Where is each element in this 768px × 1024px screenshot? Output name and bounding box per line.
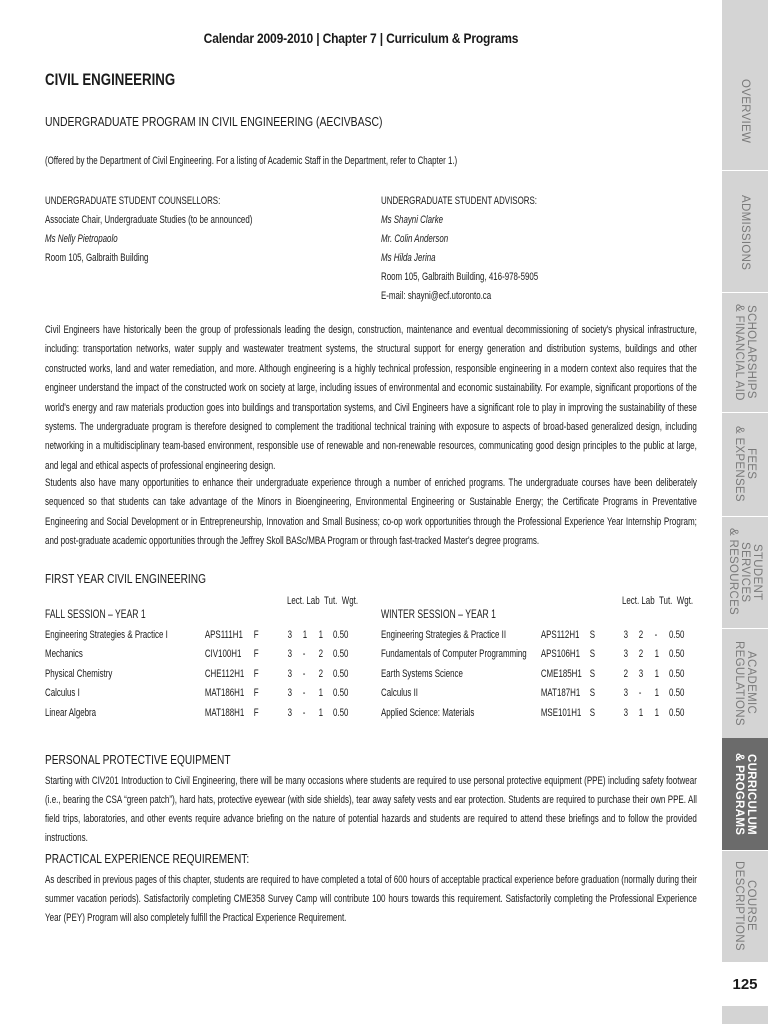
course-name: Mechanics: [45, 648, 83, 661]
course-wgt: 0.50: [333, 706, 349, 719]
col-header-lab: Lab: [641, 595, 655, 607]
course-lect: 3: [623, 648, 629, 661]
course-term: F: [253, 667, 259, 680]
counsellor-line: Room 105, Galbraith Building: [45, 252, 149, 264]
tab-label: CURRICULUM & PROGRAMS: [733, 752, 757, 836]
course-term: S: [589, 687, 596, 700]
course-lect: 3: [287, 629, 293, 641]
course-lect: 3: [287, 706, 293, 719]
tab-label: ACADEMIC REGULATIONS: [733, 640, 757, 726]
col-header-tut: Tut.: [324, 595, 338, 607]
course-lab: -: [302, 687, 306, 700]
tab-label: OVERVIEW: [739, 78, 751, 144]
advisors-heading: UNDERGRADUATE STUDENT ADVISORS:: [381, 195, 537, 207]
course-tut: 2: [318, 667, 324, 680]
tab-student-services-resources[interactable]: [722, 516, 768, 629]
fall-course-table: [45, 629, 376, 729]
tab-label: SCHOLARSHIPS & FINANCIAL AID: [733, 303, 757, 401]
course-lab: -: [302, 667, 306, 680]
enrichment-paragraph: Students also have many opportunities to enhance their undergraduate experience through a number of enriched programs. The undergraduate courses have been deliberately sequenced so that students can take advantage of the Minors in Bioengineering, Environmental Engineering or Sustainable Energy; the Certificate Programs in Preventative Engineering and Social Development or in Entrepreneurship, Innovation and Small Business; co-op work opportunities through the Professional Experience Year Internship Program; and post-graduate academic opportunities through the Jeffrey Skoll BASc/MBA Program or through fast-tracked Master's degree programs.: [45, 477, 697, 548]
ppe-heading: PERSONAL PROTECTIVE EQUIPMENT: [45, 752, 231, 767]
course-code: MAT187H1: [540, 687, 581, 700]
practical-paragraph: As described in previous pages of this chapter, students are required to have completed a total of 600 hours of acceptable practical experience before graduation (normally during their summer vacation periods). Satisfactorily completing CME358 Survey Camp will contribute 100 hours towards this requirement. Satisfactorily completing the Professional Experience Year (PEY) Program will also completely fulfill the Practical Experience Requirement.: [45, 874, 697, 924]
advisor-line: Mr. Colin Anderson: [381, 233, 449, 245]
course-tut: 1: [654, 706, 660, 719]
course-lect: 2: [623, 667, 629, 680]
tab-label: COURSE DESCRIPTIONS: [733, 861, 757, 951]
counsellor-line: Associate Chair, Undergraduate Studies (to be announced): [45, 214, 253, 226]
tab-label: FEES & EXPENSES: [733, 426, 757, 502]
course-code: CIV100H1: [204, 648, 242, 661]
course-term: F: [253, 687, 259, 700]
course-name: Physical Chemistry: [45, 667, 113, 680]
course-term: F: [253, 706, 259, 719]
fall-col-headers: [287, 592, 358, 611]
course-tut: 1: [654, 648, 660, 661]
col-header-wgt: Wgt.: [341, 595, 359, 607]
course-lect: 3: [287, 648, 293, 661]
advisor-line: Ms Shayni Clarke: [381, 214, 444, 226]
course-code: APS106H1: [540, 648, 581, 661]
course-wgt: 0.50: [333, 648, 349, 661]
course-wgt: 0.50: [669, 667, 685, 680]
course-lab: 1: [638, 706, 644, 719]
counsellors-block: [45, 192, 252, 268]
advisor-email: E-mail: shayni@ecf.utoronto.ca: [381, 290, 492, 302]
running-header: Calendar 2009-2010 | Chapter 7 | Curriculum & Programs: [203, 30, 519, 46]
course-lab: 2: [638, 648, 644, 661]
advisors-block: [381, 192, 538, 306]
course-name: Linear Algebra: [45, 706, 97, 719]
course-lect: 3: [623, 687, 629, 700]
course-name: Applied Science: Materials: [381, 706, 475, 719]
course-tut: 1: [318, 687, 324, 700]
tab-overview[interactable]: [722, 52, 768, 171]
course-code: APS112H1: [540, 629, 580, 641]
course-code: MAT186H1: [204, 687, 245, 700]
course-wgt: 0.50: [669, 629, 685, 641]
tab-admissions[interactable]: [722, 174, 768, 293]
course-wgt: 0.50: [669, 687, 685, 700]
course-tut: 1: [654, 687, 660, 700]
intro-paragraph: Civil Engineers have historically been the group of professionals leading the design, construction, maintenance and eventual decommissioning of society's physical infrastructure, including: transportation networks, water supply and wastewater treatment systems, the structural support for energy generation and distribution systems, buildings and other constructed works, land and water remediation, and more. Although engineering is a highly technical profession, responsible engineering in a modern context also requires that the engineer understand the impact of the constructed work on society at large, including issues of environmental and economic sustainability. For example, significant proportions of the world's energy and raw materials production goes into buildings and transportation systems, and Civil Engineers have a significant role to play in improving the sustainability of these systems. The undergraduate program is therefore designed to complement the traditional technical training with exposure to aspects of broad-based generalized design, including networking in a multidisciplinary team-based environment, responsible use of renewable and non-renewable resources, communicating good design principles to the public at large, and legal and ethical aspects of professional engineering design.: [45, 324, 697, 472]
course-code: CME185H1: [540, 667, 582, 680]
advisor-line: Room 105, Galbraith Building, 416-978-5905: [381, 271, 539, 283]
col-header-lect: Lect.: [622, 595, 640, 607]
course-term: S: [589, 629, 596, 641]
page-title: CIVIL ENGINEERING: [45, 70, 176, 89]
course-lab: -: [638, 687, 642, 700]
tab-course-descriptions[interactable]: [722, 850, 768, 963]
course-code: MSE101H1: [540, 706, 582, 719]
winter-course-table: [381, 629, 712, 729]
course-wgt: 0.50: [333, 629, 349, 641]
course-wgt: 0.50: [333, 687, 349, 700]
ppe-paragraph: Starting with CIV201 Introduction to Civil Engineering, there will be many occasions where students are required to use personal protective equipment (PPE) including safety footwear (i.e., bearing the CSA “green patch”), hard hats, protective eyewear (with side shields), tear away safety vests and ear protection. Students are required to purchase their own PPE. All field trips, laboratories, and other events require advance briefing on the nature of potential hazards and students are required to attend these briefings and to follow the provided instructions.: [45, 775, 697, 844]
course-tut: 1: [318, 706, 324, 719]
course-lect: 3: [623, 706, 629, 719]
fall-session-label: FALL SESSION – YEAR 1: [45, 609, 146, 621]
course-term: S: [589, 648, 596, 661]
tab-label: ADMISSIONS: [739, 195, 751, 271]
tab-curriculum-programs[interactable]: [722, 738, 768, 851]
course-lab: 3: [638, 667, 644, 680]
course-name: Engineering Strategies & Practice I: [45, 629, 168, 641]
course-wgt: 0.50: [333, 667, 349, 680]
counsellor-line: Ms Nelly Pietropaolo: [45, 233, 118, 245]
course-tut: -: [654, 629, 658, 641]
col-header-lab: Lab: [306, 595, 320, 607]
course-name: Calculus II: [381, 687, 418, 700]
tab-label: STUDENT SERVICES & RESOURCES: [727, 528, 763, 616]
course-name: Earth Systems Science: [381, 667, 463, 680]
course-term: S: [589, 667, 596, 680]
page-number: 125: [722, 962, 768, 1006]
counsellors-heading: UNDERGRADUATE STUDENT COUNSELLORS:: [45, 195, 221, 207]
col-header-tut: Tut.: [659, 595, 673, 607]
course-term: F: [253, 648, 259, 661]
col-header-lect: Lect.: [287, 595, 305, 607]
course-wgt: 0.50: [669, 706, 685, 719]
advisor-line: Ms Hilda Jerina: [381, 252, 436, 264]
course-name: Fundamentals of Computer Programming: [381, 648, 527, 661]
practical-heading: PRACTICAL EXPERIENCE REQUIREMENT:: [45, 851, 250, 866]
course-term: F: [253, 629, 259, 641]
course-code: CHE112H1: [204, 667, 245, 680]
course-wgt: 0.50: [669, 648, 685, 661]
course-code: APS111H1: [204, 629, 243, 641]
course-tut: 1: [654, 667, 660, 680]
col-header-wgt: Wgt.: [676, 595, 694, 607]
course-lect: 3: [287, 687, 293, 700]
tab-scholarships-financial-aid[interactable]: [722, 292, 768, 413]
tab-fees-expenses[interactable]: [722, 412, 768, 517]
winter-col-headers: [622, 592, 693, 611]
course-name: Engineering Strategies & Practice II: [381, 629, 507, 641]
course-lab: -: [302, 648, 306, 661]
winter-session-label: WINTER SESSION – YEAR 1: [381, 609, 496, 621]
course-tut: 1: [318, 629, 324, 641]
offered-note: (Offered by the Department of Civil Engineering. For a listing of Academic Staff in the Department, refer to Chapter 1.): [45, 155, 458, 167]
course-term: S: [589, 706, 596, 719]
chapter-tab-sidebar: [722, 0, 768, 1024]
first-year-heading: FIRST YEAR CIVIL ENGINEERING: [45, 571, 206, 586]
course-lect: 3: [287, 667, 293, 680]
course-lab: 1: [302, 629, 308, 641]
course-name: Calculus I: [45, 687, 80, 700]
course-lab: -: [302, 706, 306, 719]
course-lect: 3: [623, 629, 629, 641]
tab-academic-regulations[interactable]: [722, 628, 768, 739]
course-code: MAT188H1: [204, 706, 245, 719]
course-lab: 2: [638, 629, 644, 641]
program-subtitle: UNDERGRADUATE PROGRAM IN CIVIL ENGINEERING (AECIVBASC): [45, 114, 383, 129]
course-tut: 2: [318, 648, 324, 661]
